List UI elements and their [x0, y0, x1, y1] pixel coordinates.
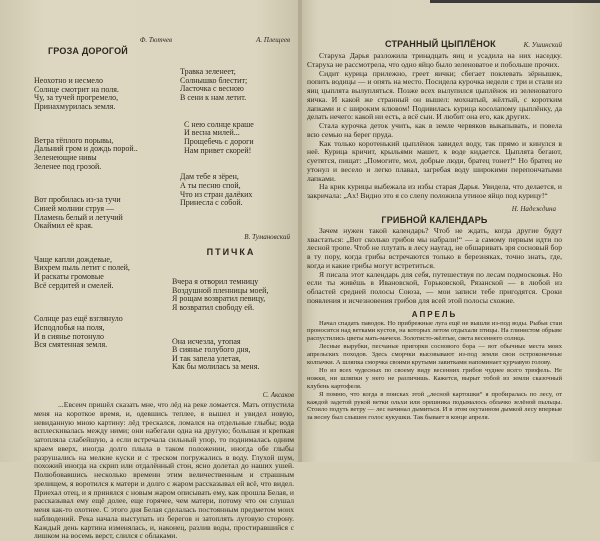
stanza: Травка зеленеет, Солнышко блестит; Ласточка с весною В сени к нам летит. [180, 67, 248, 102]
stanza: Дам тебе я зёрен, А ты песню спой, Что из стран далёких Принесла с собой. [180, 172, 253, 208]
story-body [307, 52, 562, 201]
book-gutter [298, 0, 302, 462]
poem2-body [172, 51, 290, 225]
poems-column-2 [172, 36, 290, 389]
story-author: К. Ушинский [523, 41, 562, 49]
poem1-title: ГРОЗА ДОРОГОЙ [48, 46, 128, 56]
calendar-paragraph: Я писала этот календарь для себя, путешествуя по лесам подмосковья. Но если ты живёшь в Ивановской, Горьковской, Рязанской — в любой из областей средней полосы Союза, — мои записи тебе пригодятся. Сроки появления и исчезновения грибов для всей этой полосы схожие. [307, 269, 562, 305]
april-section [307, 320, 562, 423]
stanza: Ветра тёплого порывы, Дальний гром и дождь порой.. Зеленеющие нивы Зеленее под грозой. [34, 135, 138, 171]
stanza: Вот пробилась из-за тучи Синей молнии струя — Пламень белый и летучий Окаймил её края. [34, 195, 123, 231]
story-paragraph: Стала курочка деток учить, как в земле червяков выкапывать, и повела всю семью на берег пруда. [307, 121, 562, 139]
poem2-author: А. Плещеев [256, 36, 290, 44]
right-page [300, 0, 600, 462]
poem3-author: В. Тумановский [244, 232, 290, 241]
april-paragraph: Но из всех чудесных по своему виду весенних грибов чуднее всего трюфель. Не ножки, ни шляпки у него не различишь. Кажется, вырыт тобой из земли сказочный клубень картофеля. [307, 366, 562, 390]
story-title: СТРАННЫЙ ЦЫПЛЁНОК [385, 39, 496, 49]
story-paragraph: На крик курицы выбежала из избы старая Дарья. Увидела, что делается, и закричала: „Ах! Видно это я со слепу положила утиное яйцо под курицу!“ [307, 182, 562, 200]
scan-edge [430, 0, 600, 3]
stanza: Вчера я отворил темницу Воздушной пленницы моей, Я рощам возвратил певицу, Я возвратил свободу ей. [172, 277, 269, 312]
prose-paragraph: ...Евсеич пришёл сказать мне, что лёд на реке ломается. Мать отпустила меня на короткое время, и, одевшись теплее, я вышел и увидел новую, невиданную мною картину: лёд трескался, ломался на отдельные глыбы; вода всплескивалась между ними; они набегали одна на другую; большая и крепкая затопляла слабейшую, а если встречала сильный упор, то поднималась одним краем вверх, иногда долго плыла в таком положении, иногда обе глыбы разрушались на мелкие куски и с треском погружались в воду. Глухой шум, похожий иногда на скрип или отдалённый стон, ясно долетал до наших ушей. Полюбовавшись несколько времени этим величественным и страшным зрелищем, я воротился к матери и долго с жаром рассказывал ей всё, что видел. Приехал отец, и я принялся с новым жаром описывать ему, как прошла Белая, и рассказывал ему ещё долее, еще горячее, чем матери, потому что он слушал меня как-то охотнее. С этого дня Белая сделалась постоянным предметом моих наблюдений. Река начала выступать из берегов и затоплять луговую сторону. Каждый день картина изменялась, и, наконец, разлив воды, простиравшийся с лишком на восемь верст, слился с облаками. [34, 400, 294, 541]
stanza: Неохотно и несмело Солнце смотрит на поля. Чу, за тучей прогремело, Принахмурилась земля. [34, 76, 119, 111]
april-paragraph: Начал спадать паводок. Но прибрежные луга ещё не вышли из-под воды. Рыбьи стаи проносятся над ветками кустов, на которых летом отдыхали птицы. На глинистом обрыве распустились цветы мать-мачехи. Золотисто-жёлтые, света весеннего солнца. [307, 319, 562, 343]
story-paragraph: Как только коротенький цыплёнок завидел воду, так прямо и кинулся в неё. Курица кричит, крыльями машет, к воде кидается. Цыплята бегают, суетятся, пищат: „Помогите, мол, добрые люди, братец тонет!“ Но братец не утонул и весело и легко плавал, загребая воду широкими перепончатыми лапками. [307, 138, 562, 183]
stanza: Чаще капли дождевые, Вихрем пыль летит с полей, И раскаты громовые Всё сердитей и смелей. [34, 254, 130, 290]
calendar-author: Н. Надеждина [511, 204, 556, 213]
april-paragraph: Я помню, что когда в поисках этой „лесной картошки“ я пробиралась по лесу, от каждой задетой рукой ветки ольхи или орешника подымалось облачко зелёной пыльцы. Стоило подуть ветру — лес начинал дымиться. И в этом окутанном дымкой лесу впервые за весну был слышен голос кукушки. Так бывает в конце апреля. [307, 390, 562, 422]
calendar-paragraph: Зачем нужен такой календарь? Чтоб не ждать, когда другие будут хвастаться: „Вот сколько грибов мы набрали!“ — а самому первым идти по лесной тропе. Чтоб не плутать в лесу наугад, не обшаривать зря сосновый бор в ту пору, когда грибы встречаются только в березняках, точно знать, где, когда и какие грибы могут встретиться. [307, 225, 562, 270]
poems-row [34, 36, 294, 389]
story-header [307, 38, 562, 50]
story-paragraph: Старуха Дарья разложила тринадцать яиц и усадила на них наседку. Старуха не рассмотрела, что одно яйцо было зеленоватое и побольше прочих. [307, 51, 562, 69]
poem3-body [172, 261, 290, 389]
stanza: Солнце раз ещё взглянуло Исподлобья на поля, И в сиянье потонуло Вся смятенная земля. [34, 314, 123, 350]
poem1-body [34, 60, 172, 375]
poem1-author: Ф. Тютчев [139, 36, 172, 44]
poem1 [34, 36, 172, 389]
calendar-intro [307, 227, 562, 306]
poem3-title: ПТИЧКА [206, 246, 256, 257]
prose-excerpt [34, 401, 294, 541]
prose-author: С. Аксаков [262, 391, 294, 400]
month-heading: АПРЕЛЬ [411, 309, 458, 319]
calendar-title: ГРИБНОЙ КАЛЕНДАРЬ [381, 214, 488, 225]
april-paragraph: Лесные вырубки, песчаные пригорки соснового бора — вот обычные места моих апрельских походов. Здесь сморчки высовывают из-под земли свои остроконечные колпачки. А шляпка сморчка своими крутыми завитками напоминает курчавую голову. [307, 343, 562, 367]
story-paragraph: Сидит курица прилежно, греет яички; сбегает поклевать зёрнышек, попить водицы — и опять на место. Посидела курочка недели с три и стали из яиц цыплята вылупляться. Позже всех вылупился цыплёнок из зеленоватого яичка. И какой же странный он вышел: мохнатый, жёлтый, с коротким лапками и с широким клювом! Подивилась курица косолапому цыплёнку, да делать нечего: какой ни есть, а всё сын. И любит она его, как других. [307, 68, 562, 122]
stanza: Она исчезла, утопая В сиянье голубого дня, И так запела улетая, Как бы молилась за меня. [172, 336, 260, 372]
stanza: С нею солнце краше И весна милей... Прощебечь с дороги Нам привет скорей! [184, 119, 254, 155]
